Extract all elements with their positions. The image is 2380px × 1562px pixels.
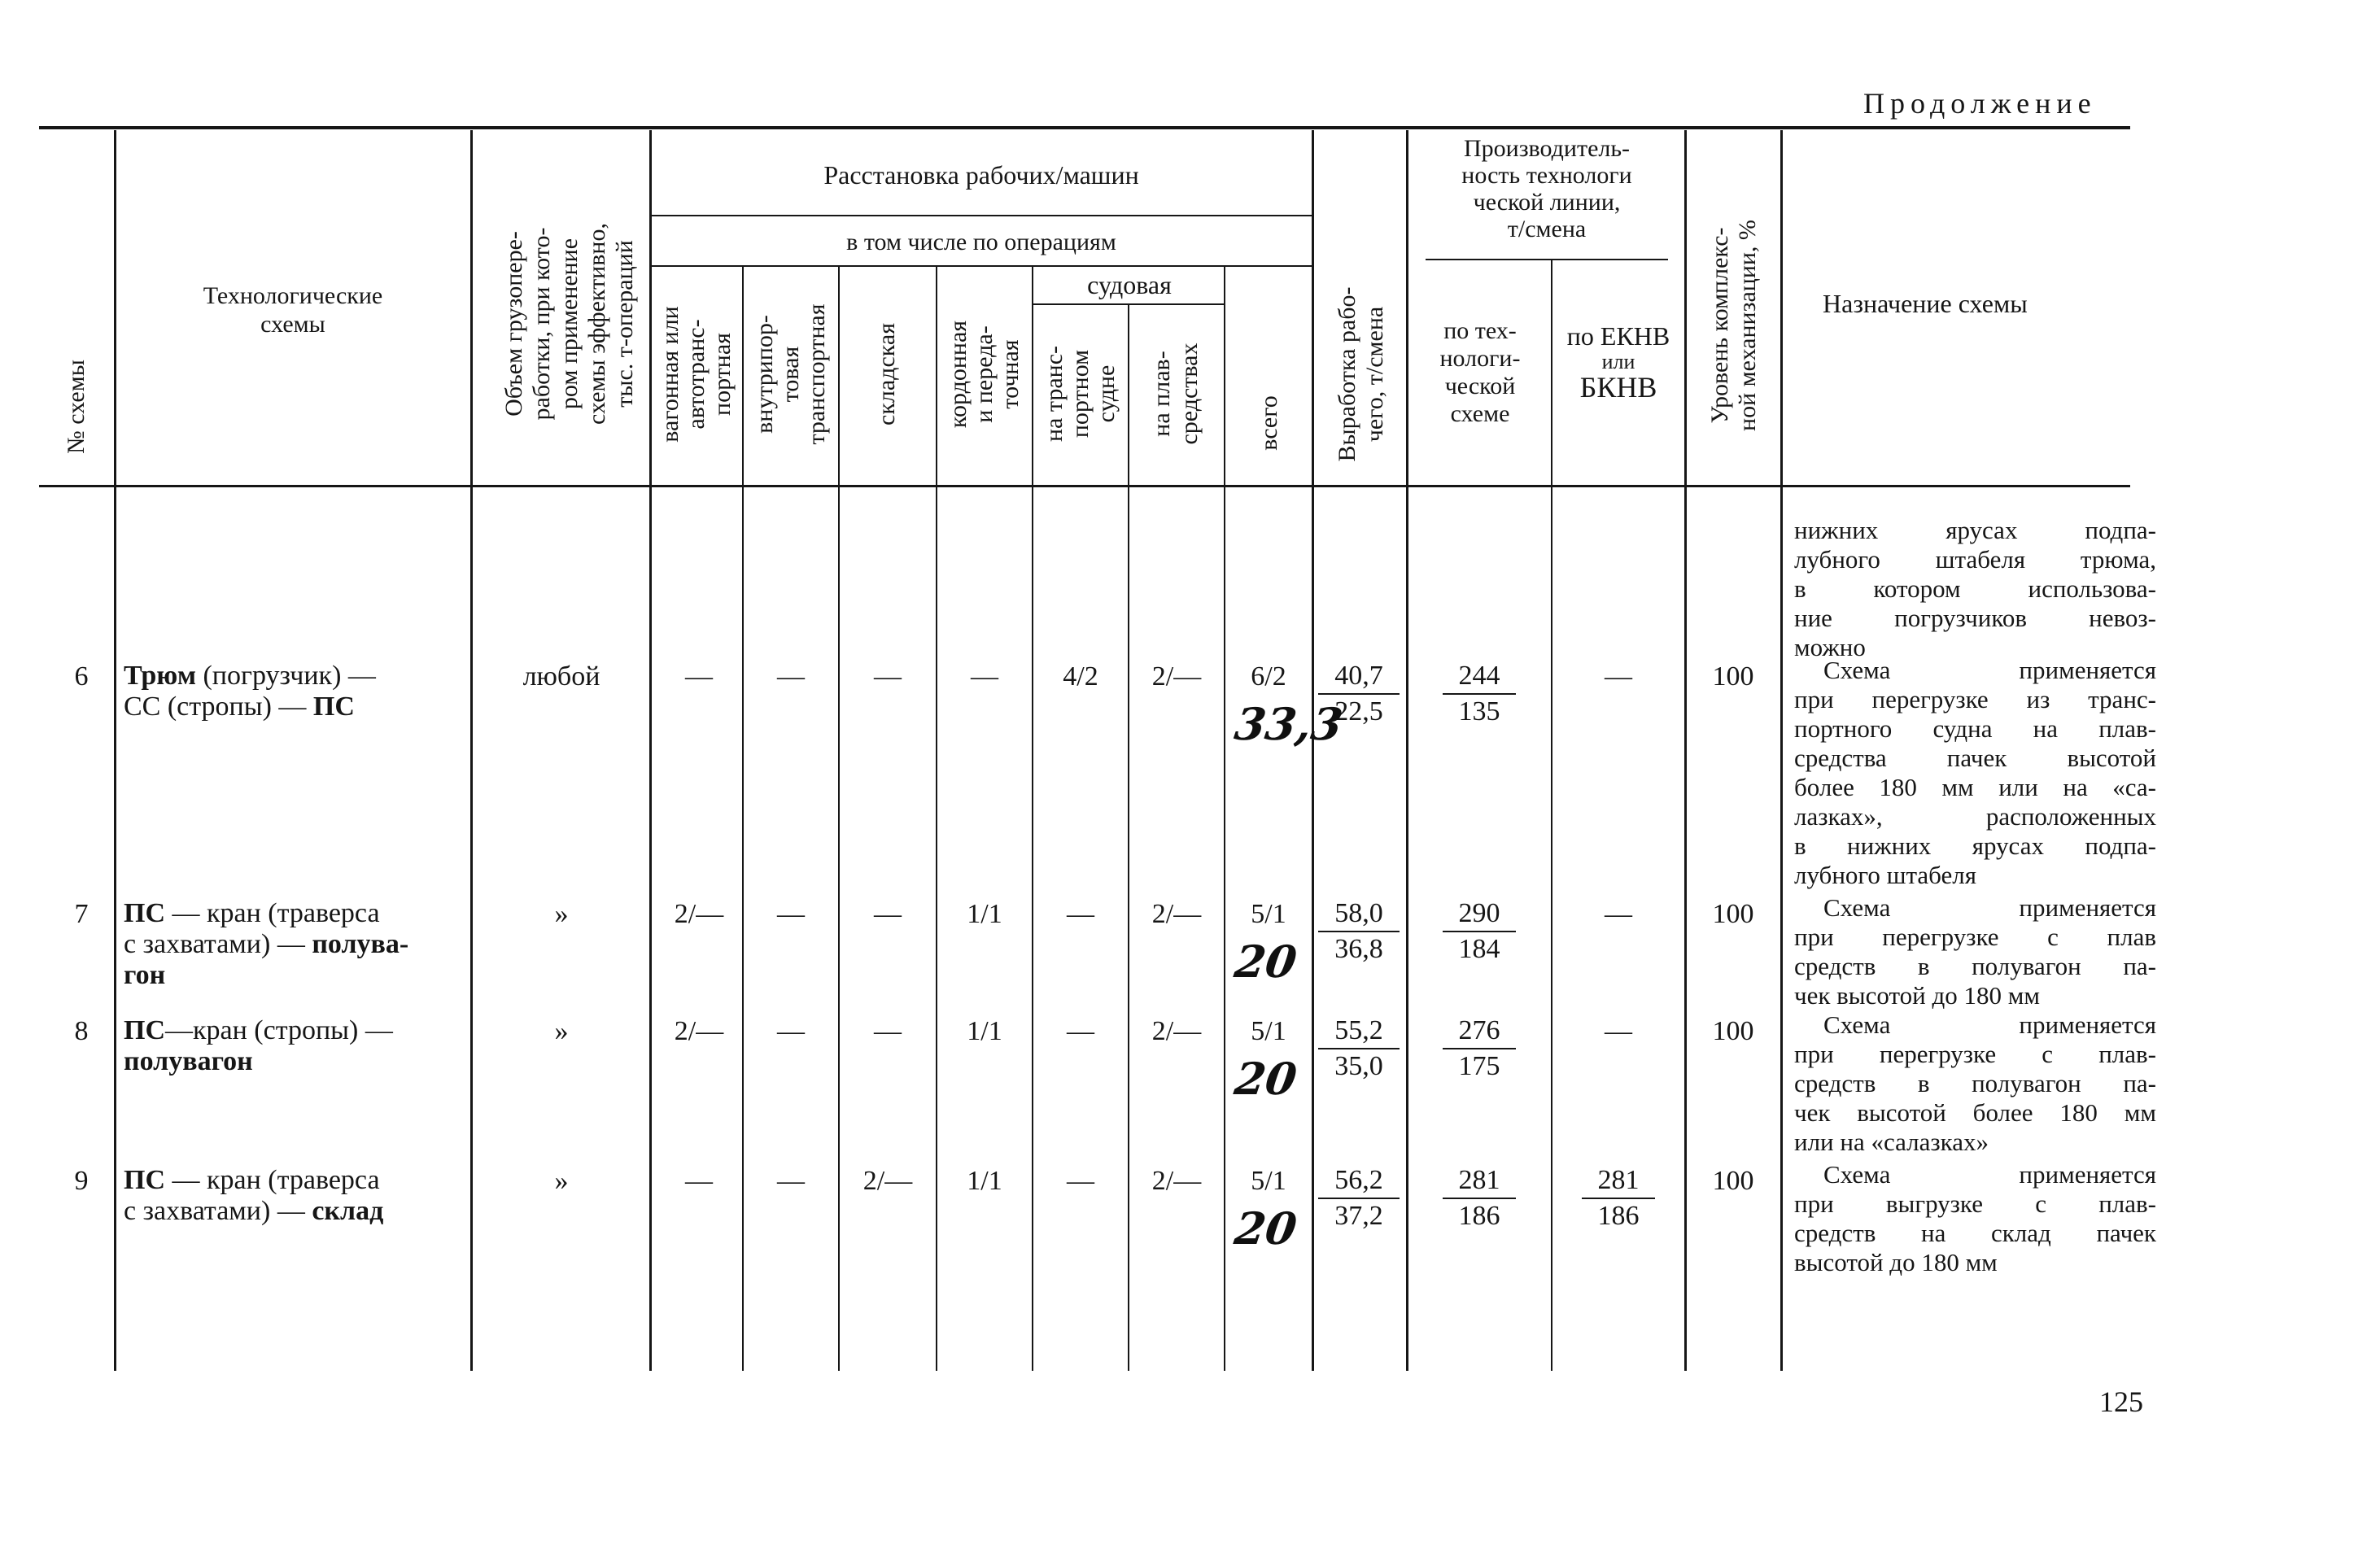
- purpose-line: Схема применяется: [1823, 656, 2156, 684]
- vline-2: [470, 130, 473, 1371]
- scheme-number: 6: [74, 661, 89, 692]
- purpose-line: Схема применяется: [1823, 1160, 2156, 1189]
- header-on-floating: на плав- средствах: [1148, 343, 1203, 445]
- purpose-line: или на «салазках»: [1794, 1128, 1989, 1156]
- header-placement: Расстановка рабочих/машин: [823, 160, 1139, 190]
- rule-placement: [651, 215, 1312, 216]
- on-floating-value: 2/—: [1151, 899, 1202, 929]
- total-value: 5/1: [1251, 899, 1286, 929]
- wagon-value: 2/—: [674, 1016, 724, 1046]
- ekniv-value: —: [1605, 1016, 1632, 1046]
- header-cordon: кордонная и переда- точная: [945, 320, 1024, 429]
- scheme-description: ПС — кран (траверса с захватами) — склад: [124, 1165, 384, 1226]
- purpose-line: при перегрузке с плав-: [1794, 1040, 2156, 1068]
- purpose-line: лубного штабеля: [1794, 861, 1977, 889]
- on-floating-value: 2/—: [1151, 661, 1202, 692]
- on-floating-value: 2/—: [1151, 1166, 1202, 1196]
- page-number: 125: [2099, 1385, 2143, 1418]
- scheme-number: 7: [74, 899, 89, 929]
- vline-1: [114, 130, 116, 1371]
- tech-fraction: $\frac{276}{175}$: [1443, 1014, 1516, 1084]
- purpose-line: при выгрузке с плав-: [1794, 1189, 2156, 1218]
- output-fraction: $\frac{58,0}{36,8}$: [1318, 897, 1400, 966]
- purpose-line: высотой до 180 мм: [1794, 1248, 1998, 1276]
- wagon-value: 2/—: [674, 899, 724, 929]
- header-volume: Объем грузопере- работки, при кото- ром применение схемы эффективно, тыс. т-операций: [500, 223, 638, 425]
- header-output: Выработка рабо- чего, т/смена: [1334, 286, 1388, 462]
- cordon-value: 1/1: [967, 1166, 1002, 1196]
- on-transport-value: —: [1067, 899, 1094, 929]
- header-by-tech: по тех- нологи- ческой схеме: [1439, 317, 1521, 427]
- total-value: 5/1: [1251, 1016, 1286, 1046]
- header-by-operations: в том числе по операциям: [846, 229, 1116, 255]
- volume-value: »: [554, 1016, 569, 1046]
- handwritten-note: 20: [1231, 1053, 1300, 1105]
- scheme-description: ПС — кран (траверса с захватами) — полува- гон: [124, 898, 409, 990]
- internal-value: —: [777, 661, 805, 692]
- wagon-value: —: [685, 661, 713, 692]
- cordon-value: 1/1: [967, 899, 1002, 929]
- purpose-text: [1794, 893, 2156, 1010]
- volume-value: »: [554, 1166, 569, 1196]
- header-productivity: Производитель- ность технологи ческой линии, т/смена: [1461, 135, 1632, 242]
- purpose-text: [1794, 656, 2156, 890]
- internal-value: —: [777, 1016, 805, 1046]
- internal-value: —: [777, 1166, 805, 1196]
- header-scheme-no: № схемы: [63, 360, 90, 454]
- header-warehouse: складская: [873, 323, 900, 425]
- rule-ship: [1033, 303, 1225, 305]
- vline-5: [1406, 130, 1408, 1371]
- purpose-line: Схема применяется: [1823, 893, 2156, 922]
- cordon-value: 1/1: [967, 1016, 1002, 1046]
- purpose-text: [1794, 1160, 2156, 1277]
- warehouse-value: 2/—: [862, 1166, 913, 1196]
- internal-value: —: [777, 899, 805, 929]
- header-tech-schemes: Технологические схемы: [203, 282, 383, 338]
- output-fraction: $\frac{40,7}{22,5}$: [1318, 659, 1400, 729]
- purpose-line: Схема применяется: [1823, 1010, 2156, 1039]
- header-mech-level: Уровень комплекс- ной механизации, %: [1706, 220, 1761, 431]
- volume-value: любой: [522, 661, 600, 692]
- cordon-value: —: [971, 661, 998, 692]
- header-internal: внутрипор- товая транспортная: [751, 303, 830, 445]
- purpose-line: чек высотой до 180 мм: [1794, 981, 2040, 1010]
- purpose-continuation: нижних ярусах подпа- лубного штабеля трюма, в котором использова- ние погрузчиков невоз- можно: [1794, 516, 2156, 661]
- handwritten-note: 33,3: [1231, 698, 1347, 750]
- volume-value: »: [554, 899, 569, 929]
- warehouse-value: —: [874, 899, 902, 929]
- rule-productivity: [1426, 259, 1668, 260]
- purpose-line: лазках», расположенных: [1794, 802, 2156, 831]
- handwritten-note: 20: [1231, 1202, 1300, 1254]
- wagon-value: —: [685, 1166, 713, 1196]
- on-floating-value: 2/—: [1151, 1016, 1202, 1046]
- purpose-line: портного судна на плав-: [1794, 714, 2156, 743]
- scheme-description: ПС—кран (стропы) — полувагон: [124, 1015, 393, 1076]
- scheme-number: 8: [74, 1016, 89, 1046]
- top-rule: [39, 126, 2130, 129]
- on-transport-value: —: [1067, 1016, 1094, 1046]
- purpose-line: средств на склад пачек: [1794, 1219, 2156, 1247]
- header-by-ekniv: по ЕКНВ или БКНВ: [1566, 321, 1670, 404]
- header-wagon: вагонная или автотранс- портная: [657, 306, 736, 443]
- warehouse-value: —: [874, 661, 902, 692]
- mech-level-value: 100: [1712, 661, 1754, 692]
- purpose-line: при перегрузке из транс-: [1794, 685, 2156, 713]
- warehouse-value: —: [874, 1016, 902, 1046]
- tech-fraction: $\frac{290}{184}$: [1443, 897, 1516, 966]
- purpose-line: средств в полувагон па-: [1794, 952, 2156, 980]
- continuation-label: Продолжение: [1863, 87, 2097, 120]
- tech-fraction: $\frac{281}{186}$: [1443, 1163, 1516, 1233]
- purpose-line: при перегрузке с плав: [1794, 923, 2156, 951]
- scheme-number: 9: [74, 1166, 89, 1196]
- handwritten-note: 20: [1231, 936, 1300, 988]
- header-bottom-rule: [39, 485, 2130, 487]
- mech-level-value: 100: [1712, 1016, 1754, 1046]
- purpose-line: чек высотой более 180 мм: [1794, 1098, 2156, 1127]
- total-value: 6/2: [1251, 661, 1286, 692]
- vline-prod: [1551, 260, 1552, 1371]
- output-fraction: $\frac{56,2}{37,2}$: [1318, 1163, 1400, 1233]
- output-fraction: $\frac{55,2}{35,0}$: [1318, 1014, 1400, 1084]
- on-transport-value: —: [1067, 1166, 1094, 1196]
- rule-operations: [651, 265, 1312, 267]
- purpose-line: более 180 мм или на «са-: [1794, 773, 2156, 801]
- mech-level-value: 100: [1712, 1166, 1754, 1196]
- ekniv-value: —: [1605, 661, 1632, 692]
- header-purpose: Назначение схемы: [1823, 289, 2028, 318]
- vline-7: [1780, 130, 1783, 1371]
- purpose-text: [1794, 1010, 2156, 1157]
- purpose-line: средства пачек высотой: [1794, 744, 2156, 772]
- tech-fraction: $\frac{244}{135}$: [1443, 659, 1516, 729]
- ekniv-fraction: $\frac{281}{186}$: [1582, 1163, 1655, 1233]
- total-value: 5/1: [1251, 1166, 1286, 1196]
- ekniv-value: —: [1605, 899, 1632, 929]
- scheme-description: Трюм (погрузчик) — СС (стропы) — ПС: [124, 661, 376, 722]
- purpose-line: в нижних ярусах подпа-: [1794, 831, 2156, 860]
- header-ship: судовая: [1087, 270, 1172, 299]
- on-transport-value: 4/2: [1063, 661, 1098, 692]
- header-on-transport: на транс- портном судне: [1041, 345, 1120, 443]
- header-total: всего: [1256, 395, 1282, 451]
- purpose-line: средств в полувагон па-: [1794, 1069, 2156, 1097]
- mech-level-value: 100: [1712, 899, 1754, 929]
